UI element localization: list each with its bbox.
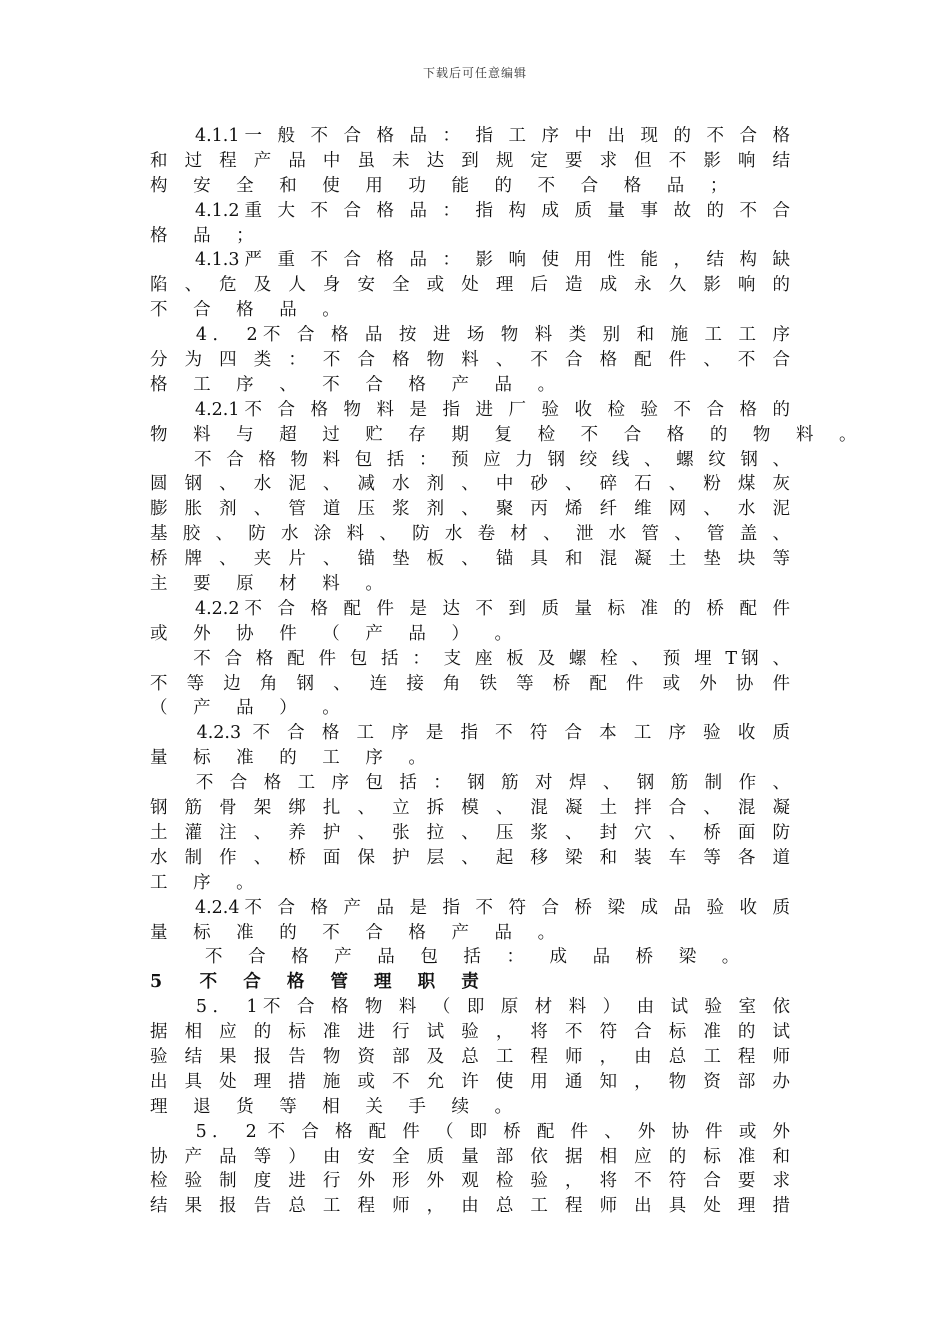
text-line: 水 制 作 、 桥 面 保 护 层 、 起 移 梁 和 装 车 等 各 道 [150,847,790,868]
text-line: 不 合 格 品 。 [150,300,350,321]
text-line: 膨 胀 剂 、 管 道 压 浆 剂 、 聚 丙 烯 纤 维 网 、 水 泥 [150,499,790,520]
text-line: 出 具 处 理 措 施 或 不 允 许 使 用 通 知 ， 物 资 部 办 [150,1071,790,1092]
text-line: 4.2.3 不 合 格 工 序 是 指 不 符 合 本 工 序 验 收 质 [150,723,790,744]
text-line: 分 为 四 类 ： 不 合 格 物 料 、 不 合 格 配 件 、 不 合 [150,350,790,371]
text-line: 结 果 报 告 总 工 程 师 ， 由 总 工 程 师 出 具 处 理 措 [150,1196,790,1217]
text-line: 协 产 品 等 ） 由 安 全 质 量 部 依 据 相 应 的 标 准 和 [150,1146,790,1167]
text-line: 据 相 应 的 标 准 进 行 试 验 ， 将 不 符 合 标 准 的 试 [150,1022,790,1043]
text-line: 不 合 格 配 件 包 括 ： 支 座 板 及 螺 栓 、 预 埋 T钢 、 [150,648,790,669]
text-line: 构 安 全 和 使 用 功 能 的 不 合 格 品 ； [150,175,738,196]
text-line: 4.1.3严 重 不 合 格 品 ： 影 响 使 用 性 能 ， 结 构 缺 [150,250,790,271]
text-line: 不 合 格 产 品 包 括 ： 成 品 桥 梁 。 [150,947,750,968]
text-line: 量 标 准 的 工 序 。 [150,748,436,769]
text-line: 桥 牌 、 夹 片 、 锚 垫 板 、 锚 具 和 混 凝 土 垫 块 等 [150,549,790,570]
text-line: 验 结 果 报 告 物 资 部 及 总 工 程 师 ， 由 总 工 程 师 [150,1046,790,1067]
text-line: 和 过 程 产 品 中 虽 未 达 到 规 定 要 求 但 不 影 响 结 [150,150,790,171]
text-line: 5． 2 不 合 格 配 件 （ 即 桥 配 件 、 外 协 件 或 外 [150,1121,790,1142]
text-line: （ 产 品 ） 。 [150,698,350,719]
text-line: 检 验 制 度 进 行 外 形 外 观 检 验 ， 将 不 符 合 要 求 [150,1171,790,1192]
text-line: 物 料 与 超 过 贮 存 期 复 检 不 合 格 的 物 料 。 [150,424,867,445]
text-line: 土 灌 注 、 养 护 、 张 拉 、 压 浆 、 封 穴 、 桥 面 防 [150,822,790,843]
text-line: 不 合 格 工 序 包 括 ： 钢 筋 对 焊 、 钢 筋 制 作 、 [150,773,790,794]
text-line: 或 外 协 件 （ 产 品 ） 。 [150,623,523,644]
text-line: 钢 筋 骨 架 绑 扎 、 立 拆 模 、 混 凝 土 拌 合 、 混 凝 [150,798,790,819]
text-line: 4.1.1一 般 不 合 格 品 ： 指 工 序 中 出 现 的 不 合 格 [150,126,790,146]
text-line: 陷 、 危 及 人 身 安 全 或 处 理 后 造 成 永 久 影 响 的 [150,275,790,296]
text-line: 不 合 格 物 料 包 括 ： 预 应 力 钢 绞 线 、 螺 纹 钢 、 [150,449,790,470]
document-body [150,124,867,1219]
text-line: 主 要 原 材 料 。 [150,574,393,595]
text-line: 基 胶 、 防 水 涂 料 、 防 水 卷 材 、 泄 水 管 、 管 盖 、 [150,524,790,545]
section-heading: 5 不 合 格 管 理 职 责 [150,972,489,993]
text-line: 5． 1不 合 格 物 料 （ 即 原 材 料 ） 由 试 验 室 依 [150,997,790,1018]
page-header-note: 下载后可任意编辑 [422,66,527,80]
text-line: 不 等 边 角 钢 、 连 接 角 铁 等 桥 配 件 或 外 协 件 [150,673,790,694]
text-line: 理 退 货 等 相 关 手 续 。 [150,1096,523,1117]
text-line: 4.2.1不 合 格 物 料 是 指 进 厂 验 收 检 验 不 合 格 的 [150,399,790,420]
text-line: 工 序 。 [150,872,264,893]
text-line: 格 品 ； [150,225,264,246]
text-line: 4.2.2不 合 格 配 件 是 达 不 到 质 量 标 准 的 桥 配 件 [150,598,790,619]
text-line: 4.1.2重 大 不 合 格 品 ： 指 构 成 质 量 事 故 的 不 合 [150,200,790,221]
text-line: 4.2.4不 合 格 产 品 是 指 不 符 合 桥 梁 成 品 验 收 质 [150,897,790,918]
text-line: 4． 2不 合 格 品 按 进 场 物 料 类 别 和 施 工 工 序 [150,325,790,346]
text-line: 格 工 序 、 不 合 格 产 品 。 [150,374,566,395]
text-line: 圆 钢 、 水 泥 、 减 水 剂 、 中 砂 、 碎 石 、 粉 煤 灰 [150,474,790,495]
text-line: 量 标 准 的 不 合 格 产 品 。 [150,922,566,943]
